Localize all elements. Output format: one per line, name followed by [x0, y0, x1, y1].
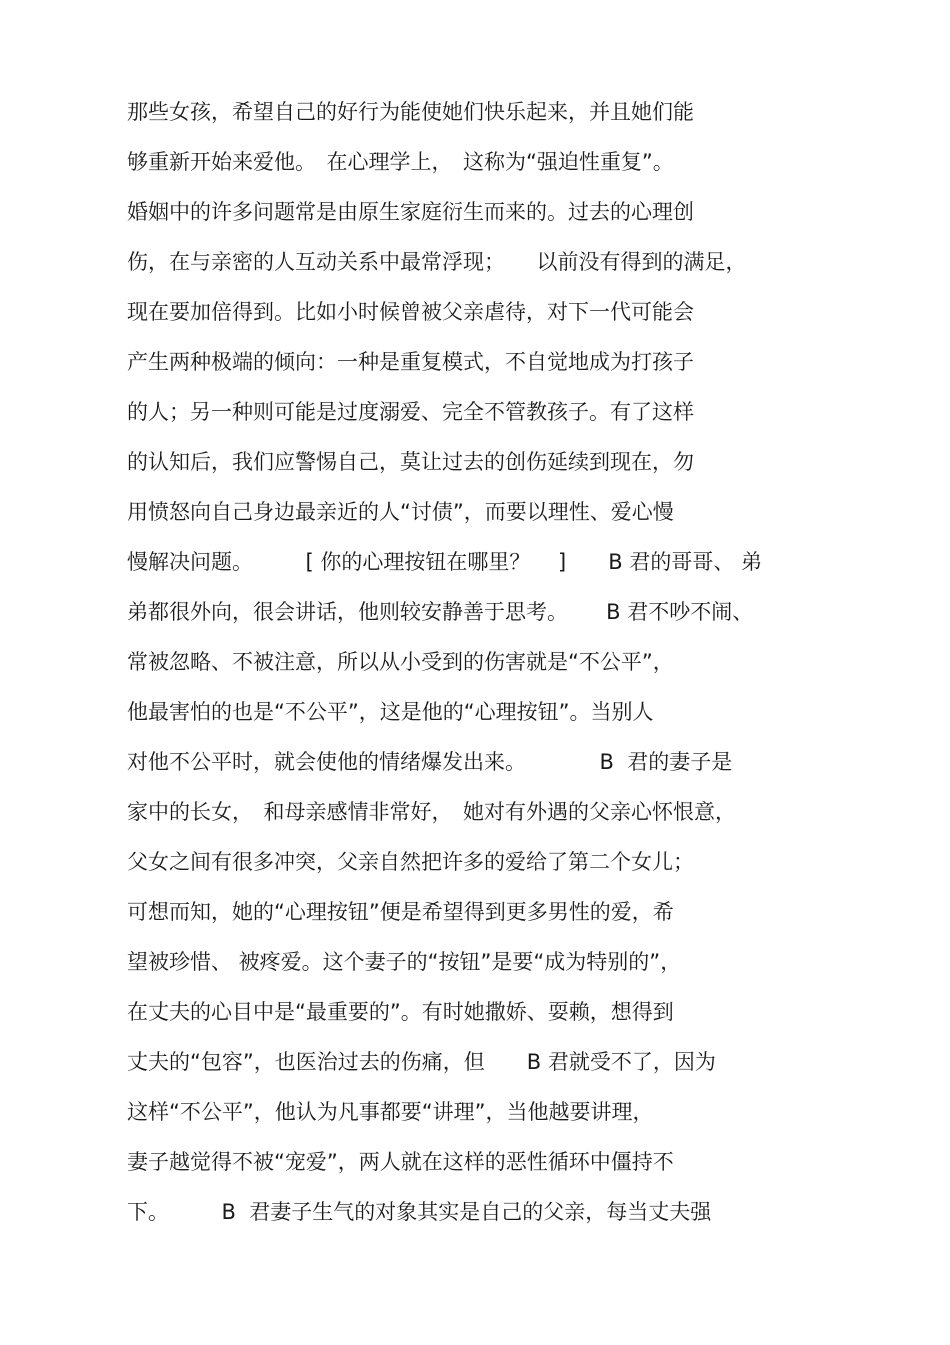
- text-line: 现在要加倍得到。比如小时候曾被父亲虐待，对下一代可能会: [127, 300, 694, 324]
- text-line: 弟都很外向，很会讲话，他则较安静善于思考。 B 君不吵不闹、: [127, 600, 754, 624]
- body-text: [127, 92, 827, 1242]
- text-line: 够重新开始来爱他。 在心理学上， 这称为“强迫性重复”。: [127, 150, 674, 174]
- text-line: 他最害怕的也是“不公平”，这是他的“心理按钮”。当别人: [127, 700, 654, 724]
- text-line: 可想而知，她的“心理按钮”便是希望得到更多男性的爱，希: [127, 900, 674, 924]
- text-line: 婚姻中的许多问题常是由原生家庭衍生而来的。过去的心理创: [127, 200, 694, 224]
- text-line: 那些女孩，希望自己的好行为能使她们快乐起来，并且她们能: [127, 100, 694, 124]
- text-line: 妻子越觉得不被“宠爱”，两人就在这样的恶性循环中僵持不: [127, 1150, 674, 1174]
- text-line: 慢解决问题。 [ 你的心理按钮在哪里？ ] B 君的哥哥、 弟: [127, 550, 762, 574]
- text-line: 下。 B 君妻子生气的对象其实是自己的父亲，每当丈夫强: [127, 1200, 712, 1224]
- text-line: 望被珍惜、 被疼爱。这个妻子的“按钮”是要“成为特别的”，: [127, 950, 682, 974]
- text-line: 常被忽略、不被注意，所以从小受到的伤害就是“不公平”，: [127, 650, 674, 674]
- text-line: 对他不公平时，就会使他的情绪爆发出来。 B 君的妻子是: [127, 750, 733, 774]
- text-line: 在丈夫的心目中是“最重要的”。有时她撒娇、耍赖，想得到: [127, 1000, 674, 1024]
- text-line: 伤，在与亲密的人互动关系中最常浮现； 以前没有得到的满足，: [127, 250, 747, 274]
- text-line: 家中的长女， 和母亲感情非常好， 她对有外遇的父亲心怀恨意，: [127, 800, 736, 824]
- text-line: 丈夫的“包容”，也医治过去的伤痛，但 B 君就受不了，因为: [127, 1050, 716, 1074]
- text-line: 父女之间有很多冲突，父亲自然把许多的爱给了第二个女儿；: [127, 850, 694, 874]
- text-line: 的人；另一种则可能是过度溺爱、完全不管教孩子。有了这样: [127, 400, 694, 424]
- text-line: 的认知后，我们应警惕自己，莫让过去的创伤延续到现在，勿: [127, 450, 694, 474]
- text-line: 产生两种极端的倾向：一种是重复模式，不自觉地成为打孩子: [127, 350, 694, 374]
- text-line: 这样“不公平”，他认为凡事都要“讲理”，当他越要讲理，: [127, 1100, 654, 1124]
- text-line: 用愤怒向自己身边最亲近的人“讨债”，而要以理性、爱心慢: [127, 500, 674, 524]
